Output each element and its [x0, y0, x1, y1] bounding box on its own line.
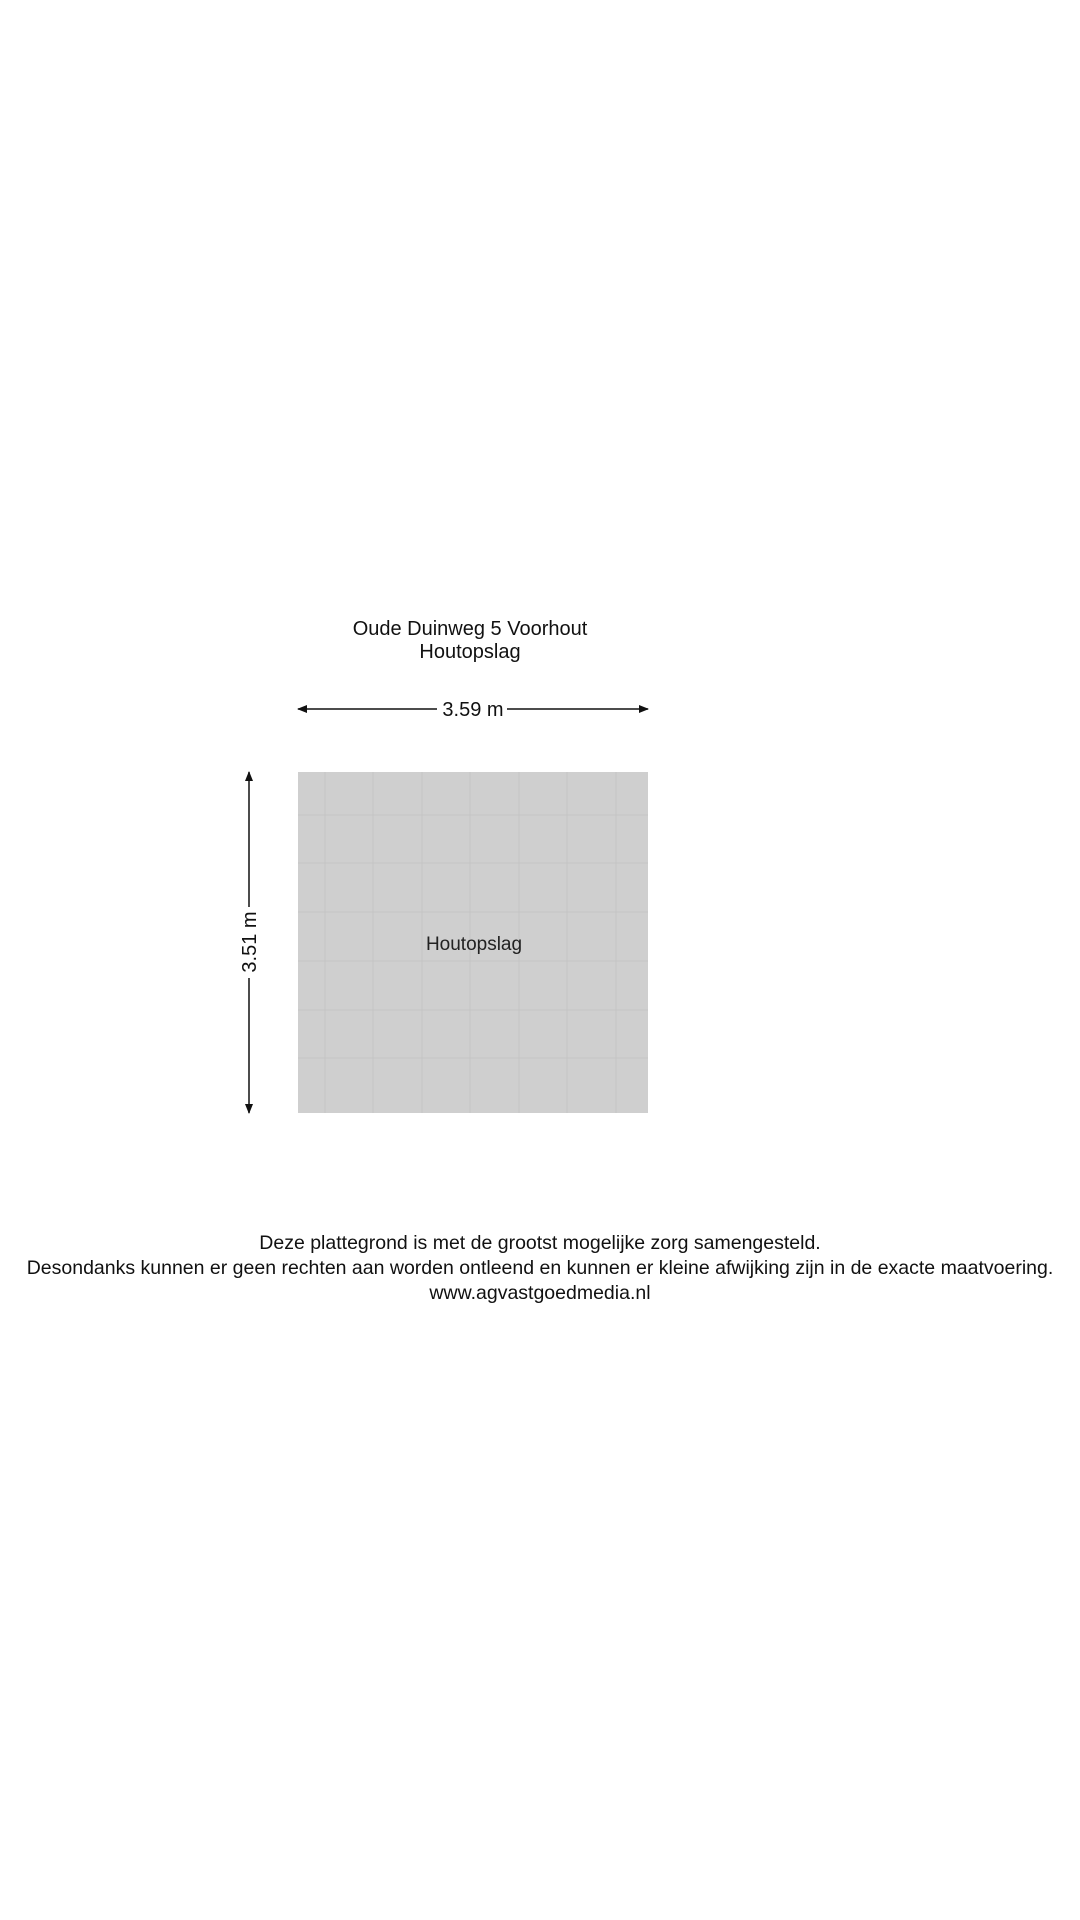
width-dimension: [298, 699, 648, 721]
website-link[interactable]: www.agvastgoedmedia.nl: [429, 1282, 651, 1304]
room-houtopslag: [298, 772, 648, 1113]
address-title: Oude Duinweg 5 Voorhout: [352, 618, 588, 640]
disclaimer-line-1: Deze plattegrond is met de grootst mogelijke zorg samengesteld.: [259, 1232, 821, 1254]
room-label: Houtopslag: [425, 934, 523, 955]
disclaimer-line-2: Desondanks kunnen er geen rechten aan worden ontleend en kunnen er kleine afwijking zijn in de exacte maatvoering.: [26, 1257, 1054, 1279]
floor-title: Houtopslag: [419, 641, 521, 663]
height-dimension-label: 3.51 m: [239, 911, 261, 973]
disclaimer: [0, 1231, 1080, 1306]
width-dimension-label: 3.59 m: [442, 699, 504, 721]
height-dimension: [239, 772, 261, 1113]
